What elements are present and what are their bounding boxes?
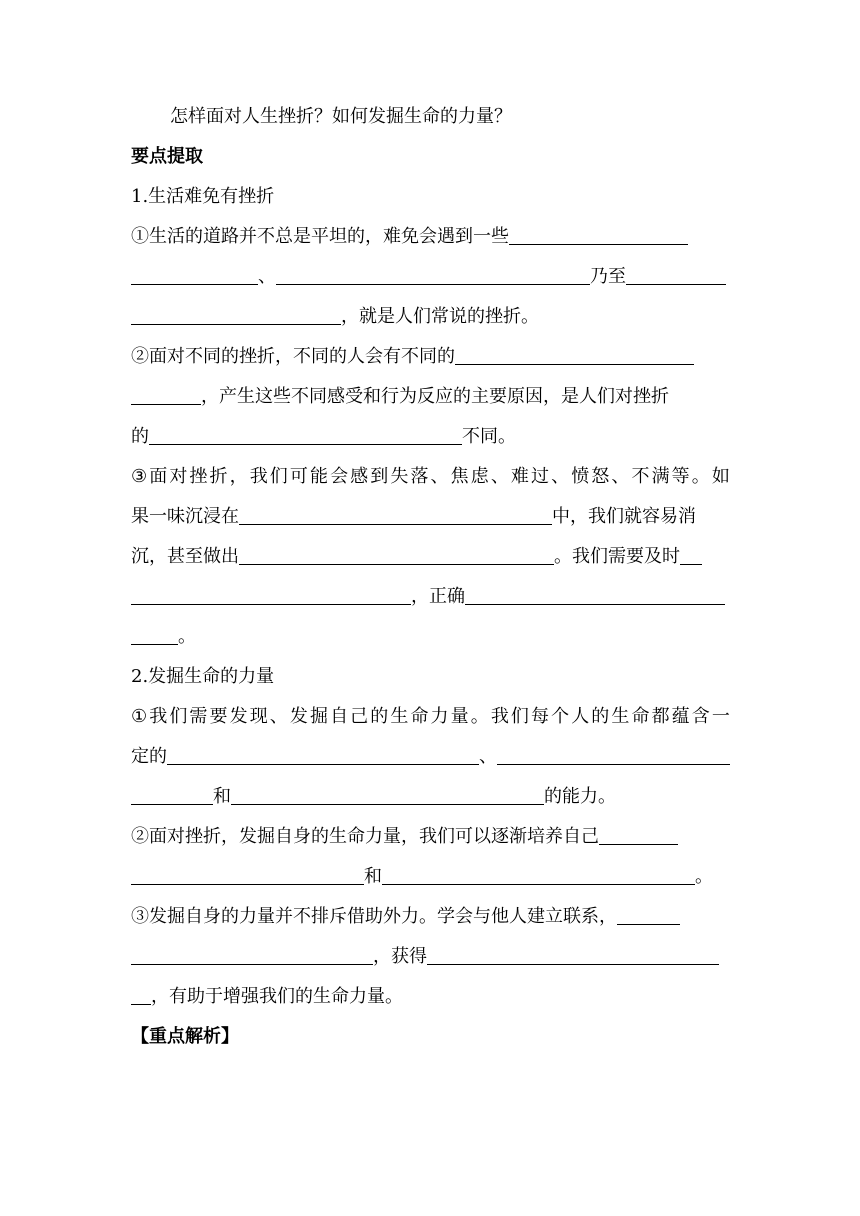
text-char: 命 bbox=[410, 706, 429, 727]
text-char: 我 bbox=[149, 706, 168, 727]
text-segment: 和 bbox=[213, 786, 231, 807]
text-char: 感 bbox=[350, 466, 369, 487]
text-segment: ②面对挫折，发掘自身的生命力量，我们可以逐渐培养自己 bbox=[131, 826, 599, 847]
fill-blank[interactable] bbox=[239, 504, 552, 525]
text-char: 对 bbox=[169, 466, 188, 487]
text-segment: 。 bbox=[178, 626, 196, 647]
text-char: 会 bbox=[330, 466, 349, 487]
topic1-p2-line3 bbox=[131, 422, 730, 452]
text-char: 量 bbox=[450, 706, 469, 727]
topic1-p1-line3 bbox=[131, 302, 730, 332]
text-segment: ③发掘自身的力量并不排斥借助外力。学会与他人建立联系， bbox=[131, 906, 617, 927]
text-char: 需 bbox=[189, 706, 208, 727]
fill-blank[interactable] bbox=[131, 584, 411, 605]
topic1-p2-line1 bbox=[131, 342, 730, 372]
text-char: ， bbox=[229, 466, 248, 487]
text-char: 能 bbox=[309, 466, 328, 487]
fill-blank[interactable] bbox=[131, 384, 201, 405]
text-char: 落 bbox=[410, 466, 429, 487]
topic1-p1-line2 bbox=[131, 262, 730, 292]
text-char: 虑 bbox=[470, 466, 489, 487]
text-char: 折 bbox=[209, 466, 228, 487]
text-segment: 。我们需要及时 bbox=[554, 546, 680, 567]
topic2-p2-line1 bbox=[131, 822, 730, 852]
fill-blank[interactable] bbox=[617, 904, 680, 925]
topic1-p1-line1 bbox=[131, 222, 730, 252]
fill-blank[interactable] bbox=[131, 944, 373, 965]
topic1-p3-line4 bbox=[131, 582, 730, 612]
text-char: 焦 bbox=[450, 466, 469, 487]
fill-blank[interactable] bbox=[427, 944, 719, 965]
analysis-heading: 【重点解析】 bbox=[131, 1026, 239, 1047]
text-segment: 沉，甚至做出 bbox=[131, 546, 239, 567]
text-segment: ①生活的道路并不总是平坦的，难免会遇到一些 bbox=[131, 226, 509, 247]
text-char: 生 bbox=[611, 706, 630, 727]
text-char: 难 bbox=[510, 466, 529, 487]
text-char: 一 bbox=[711, 706, 730, 727]
topic2-p1-line2 bbox=[131, 742, 730, 772]
fill-blank[interactable] bbox=[131, 984, 151, 1005]
fill-blank[interactable] bbox=[276, 264, 590, 285]
text-char: 发 bbox=[289, 706, 308, 727]
text-segment: 不同。 bbox=[462, 426, 516, 447]
text-char: 己 bbox=[350, 706, 369, 727]
text-segment: 中，我们就容易消 bbox=[552, 506, 696, 527]
text-char: 可 bbox=[289, 466, 308, 487]
text-char: 蕴 bbox=[671, 706, 690, 727]
fill-blank[interactable] bbox=[239, 544, 554, 565]
text-char: ③ bbox=[131, 466, 148, 487]
text-char: 都 bbox=[651, 706, 670, 727]
text-char: 现 bbox=[249, 706, 268, 727]
text-char: 满 bbox=[651, 466, 670, 487]
text-segment: 。 bbox=[695, 866, 713, 887]
fill-blank[interactable] bbox=[131, 264, 258, 285]
section-heading: 要点提取 bbox=[131, 146, 203, 167]
text-segment: 和 bbox=[364, 866, 382, 887]
text-char: 。 bbox=[470, 706, 489, 727]
text-char: 们 bbox=[269, 466, 288, 487]
fill-blank[interactable] bbox=[231, 784, 544, 805]
text-char: 生 bbox=[390, 706, 409, 727]
intro-question: 怎样面对人生挫折？如何发掘生命的力量？ bbox=[170, 106, 512, 127]
topic1-p3-line1 bbox=[131, 462, 730, 492]
text-char: 我 bbox=[490, 706, 509, 727]
text-char: 人 bbox=[571, 706, 590, 727]
text-segment: 、 bbox=[258, 266, 276, 287]
text-char: 、 bbox=[430, 466, 449, 487]
text-char: 。 bbox=[691, 466, 710, 487]
fill-blank[interactable] bbox=[149, 424, 462, 445]
text-segment: 、 bbox=[479, 746, 497, 767]
text-char: 力 bbox=[430, 706, 449, 727]
topic2-p3-line1 bbox=[131, 902, 730, 932]
fill-blank[interactable] bbox=[131, 624, 178, 645]
text-segment: 乃至 bbox=[590, 266, 626, 287]
text-segment: ，有助于增强我们的生命力量。 bbox=[151, 986, 403, 1007]
topic1-p3-line2 bbox=[131, 502, 730, 532]
text-char: 怒 bbox=[591, 466, 610, 487]
fill-blank[interactable] bbox=[465, 584, 725, 605]
text-segment: 定的 bbox=[131, 746, 167, 767]
text-char: 发 bbox=[229, 706, 248, 727]
text-char: 每 bbox=[531, 706, 550, 727]
text-char: 挫 bbox=[189, 466, 208, 487]
fill-blank[interactable] bbox=[497, 744, 730, 765]
topic1-p2-line2 bbox=[131, 382, 730, 412]
fill-blank[interactable] bbox=[131, 784, 213, 805]
text-segment: 的 bbox=[131, 426, 149, 447]
fill-blank[interactable] bbox=[167, 744, 479, 765]
fill-blank[interactable] bbox=[599, 824, 678, 845]
fill-blank[interactable] bbox=[509, 224, 688, 245]
topic2-p3-line2 bbox=[131, 942, 730, 972]
fill-blank[interactable] bbox=[382, 864, 695, 885]
text-char: 我 bbox=[249, 466, 268, 487]
text-segment: ②面对不同的挫折，不同的人会有不同的 bbox=[131, 346, 455, 367]
text-char: 的 bbox=[370, 706, 389, 727]
topic2-p1-line1 bbox=[131, 702, 730, 732]
text-char: 、 bbox=[611, 466, 630, 487]
text-char: 含 bbox=[691, 706, 710, 727]
topic2-p1-line3 bbox=[131, 782, 730, 812]
topic1-title: 1.生活难免有挫折 bbox=[131, 186, 275, 207]
text-char: 过 bbox=[531, 466, 550, 487]
text-char: 要 bbox=[209, 706, 228, 727]
text-segment: 果一味沉浸在 bbox=[131, 506, 239, 527]
text-char: 如 bbox=[711, 466, 730, 487]
topic1-p3-line5 bbox=[131, 622, 730, 652]
text-char: 愤 bbox=[571, 466, 590, 487]
text-char: 到 bbox=[370, 466, 389, 487]
text-char: 们 bbox=[510, 706, 529, 727]
text-char: 们 bbox=[169, 706, 188, 727]
topic1-p3-line3 bbox=[131, 542, 730, 572]
text-char: 面 bbox=[149, 466, 168, 487]
text-char: 的 bbox=[591, 706, 610, 727]
text-segment: ，获得 bbox=[373, 946, 427, 967]
topic2-p2-line2 bbox=[131, 862, 730, 892]
fill-blank[interactable] bbox=[131, 304, 341, 325]
fill-blank[interactable] bbox=[455, 344, 694, 365]
text-char: 命 bbox=[631, 706, 650, 727]
fill-blank[interactable] bbox=[680, 544, 702, 565]
text-char: 掘 bbox=[309, 706, 328, 727]
text-char: 自 bbox=[330, 706, 349, 727]
text-char: ① bbox=[131, 706, 148, 727]
fill-blank[interactable] bbox=[626, 264, 726, 285]
topic2-title: 2.发掘生命的力量 bbox=[131, 666, 275, 687]
text-char: 个 bbox=[551, 706, 570, 727]
text-segment: 的能力。 bbox=[544, 786, 616, 807]
text-char: 失 bbox=[390, 466, 409, 487]
topic2-p3-line3 bbox=[131, 982, 730, 1012]
text-char: 、 bbox=[551, 466, 570, 487]
text-char: 、 bbox=[269, 706, 288, 727]
text-segment: ，正确 bbox=[411, 586, 465, 607]
text-segment: ，产生这些不同感受和行为反应的主要原因，是人们对挫折 bbox=[201, 386, 669, 407]
text-char: 、 bbox=[490, 466, 509, 487]
text-char: 等 bbox=[671, 466, 690, 487]
text-char: 不 bbox=[631, 466, 650, 487]
text-segment: ，就是人们常说的挫折。 bbox=[341, 306, 539, 327]
fill-blank[interactable] bbox=[131, 864, 364, 885]
